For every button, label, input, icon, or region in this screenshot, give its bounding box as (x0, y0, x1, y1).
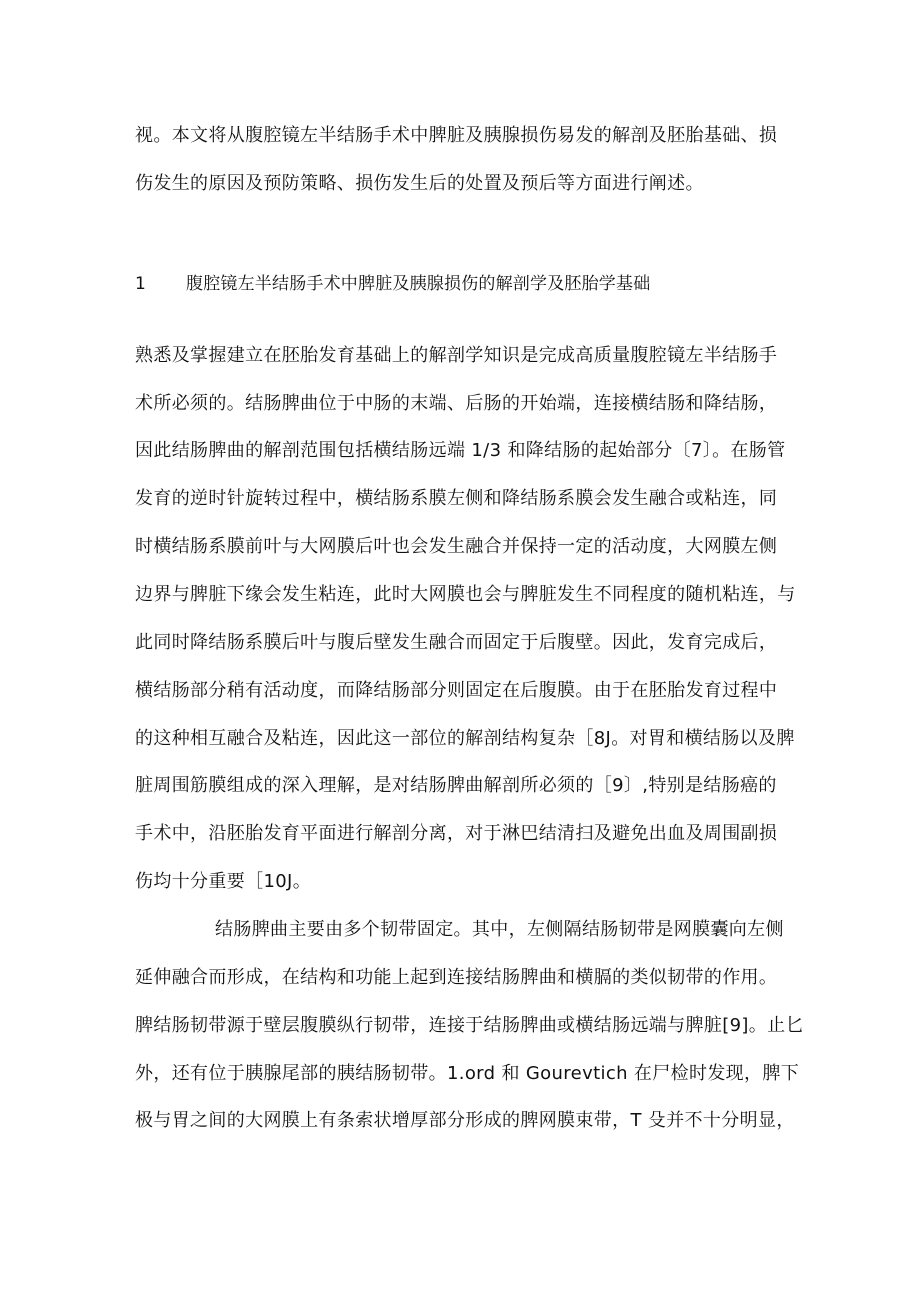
paragraph1-line-7: 此同时降结肠系膜后叶与腹后壁发生融合而固定于后腹壁。因此，发育完成后， (135, 632, 778, 653)
paragraph1-line-2: 术所必须的。结肠脾曲位于中肠的末端、后肠的开始端，连接横结肠和降结肠， (135, 393, 778, 414)
intro-line-2: 伤发生的原因及预防策略、损伤发生后的处置及预后等方面进行阐述。 (135, 173, 704, 194)
paragraph2-line-5: 极与胃之间的大网膜上有条索状增厚部分形成的脾网膜束带，T 殳并不十分明显， (135, 1110, 795, 1131)
paragraph1-line-5: 时横结肠系膜前叶与大网膜后叶也会发生融合并保持一定的活动度，大网膜左侧 (135, 536, 778, 557)
paragraph1-line-10: 脏周围筋膜组成的深入理解，是对结肠脾曲解剖所必须的［9〕,特别是结肠癌的 (135, 775, 777, 796)
paragraph1-line-4: 发育的逆时针旋转过程中，横结肠系膜左侧和降结肠系膜会发生融合或粘连，同 (135, 488, 778, 509)
paragraph1-line-12: 伤均十分重要［10J。 (135, 871, 312, 892)
intro-line-1: 视。本文将从腹腔镜左半结肠手术中脾脏及胰腺损伤易发的解剖及胚胎基础、损 (135, 125, 778, 146)
paragraph1-line-6: 边界与脾脏下缘会发生粘连，此时大网膜也会与脾脏发生不同程度的随机粘连，与 (135, 584, 796, 605)
paragraph1-line-9: 的这种相互融合及粘连，因此这一部位的解剖结构复杂［8J。对胃和横结肠以及脾 (135, 728, 795, 749)
paragraph2-line-1: 结肠脾曲主要由多个韧带固定。其中，左侧隔结肠韧带是网膜囊向左侧 (215, 919, 784, 940)
paragraph1-line-1: 熟悉及掌握建立在胚胎发育基础上的解剖学知识是完成高质量腹腔镜左半结肠手 (135, 345, 778, 366)
section-number: 1 (135, 274, 146, 294)
paragraph1-line-11: 手术中，沿胚胎发育平面进行解剖分离，对于淋巴结清扫及避免出血及周围副损 (135, 823, 778, 844)
section-title: 腹腔镜左半结肠手术中脾脏及胰腺损伤的解剖学及胚胎学基础 (186, 274, 651, 294)
paragraph1-line-8: 横结肠部分稍有活动度，而降结肠部分则固定在后腹膜。由于在胚胎发育过程中 (135, 680, 778, 701)
paragraph2-line-2: 延伸融合而形成，在结构和功能上起到连接结肠脾曲和横膈的类似韧带的作用。 (135, 967, 778, 988)
paragraph2-line-4: 外，还有位于胰腺尾部的胰结肠韧带。1.ord 和 Gourevtich 在尸检时发现，脾下 (135, 1063, 800, 1084)
paragraph2-line-3: 脾结肠韧带源于壁层腹膜纵行韧带，连接于结肠脾曲或横结肠远端与脾脏[9]。止匕 (135, 1015, 804, 1036)
paragraph1-line-3: 因此结肠脾曲的解剖范围包括横结肠远端 1/3 和降结肠的起始部分〔7〕。在肠管 (135, 440, 786, 461)
